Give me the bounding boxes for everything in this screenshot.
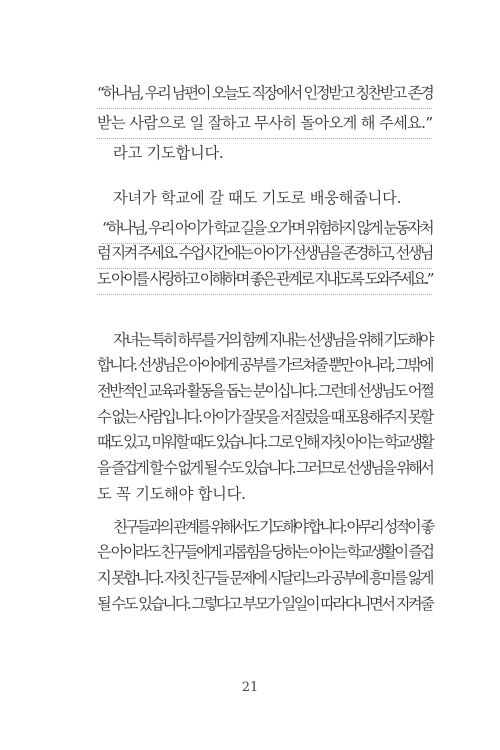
text-line: 자녀는 특히 하루를 거의 함께 지내는 선생님을 위해 기도해야	[113, 331, 432, 349]
text-line: 친구들과의 관계를 위해서도 기도해야 합니다. 아무리 성적이 좋	[113, 518, 433, 536]
text-line: 수 없는 사람입니다. 아이가 잘못을 저질렀을 때 포용해주지 못할	[97, 408, 432, 426]
page-number: 21	[241, 680, 259, 695]
text-line: 때도 있고, 미워할 때도 있습니다. 그로 인해 자칫 아이는 학교생활	[97, 433, 433, 451]
text-line: 라고 기도합니다.	[113, 144, 224, 162]
text-line: 전반적인 교육과 활동을 돕는 분이십니다. 그런데 선생님도 어쩔	[97, 382, 433, 400]
text-line: 은 아이라도 친구들에게 괴롭힘을 당하는 아이는 학교생활이 즐겁	[97, 543, 433, 561]
text-line: 받는 사람으로 일 잘하고 무사히 돌아오게 해 주세요.”	[97, 113, 432, 139]
text-line: 자녀가 학교에 갈 때도 기도로 배웅해줍니다.	[113, 189, 402, 207]
text-line: 도 꼭 기도해야 합니다.	[97, 485, 246, 503]
text-line: 럼 지켜 주세요. 수업시간에는 아이가 선생님을 존경하고, 선생님	[97, 243, 432, 269]
text-line: 합니다. 선생님은 아이에게 공부를 가르쳐줄 뿐만 아니라, 그밖에	[97, 356, 432, 374]
text-line: 을 즐겁게 할 수 없게 될 수도 있습니다. 그러므로 선생님을 위해서	[97, 459, 433, 477]
text-line: 도 아이를 사랑하고 이해하며 좋은 관계로 지내도록 도와주세요.”	[97, 269, 432, 295]
text-line: “하나님, 우리 아이가 학교 길을 오가며 위험하지 않게 눈동자처	[102, 218, 432, 244]
text-line: 될 수도 있습니다. 그렇다고 부모가 일일이 따라다니면서 지켜줄	[97, 595, 433, 613]
text-line: 지 못합니다. 자칫 친구들 문제에 시달리느라 공부에 흥미를 잃게	[97, 569, 432, 587]
text-line: “하나님, 우리 남편이 오늘도 직장에서 인정받고 칭찬받고 존경	[97, 83, 432, 109]
